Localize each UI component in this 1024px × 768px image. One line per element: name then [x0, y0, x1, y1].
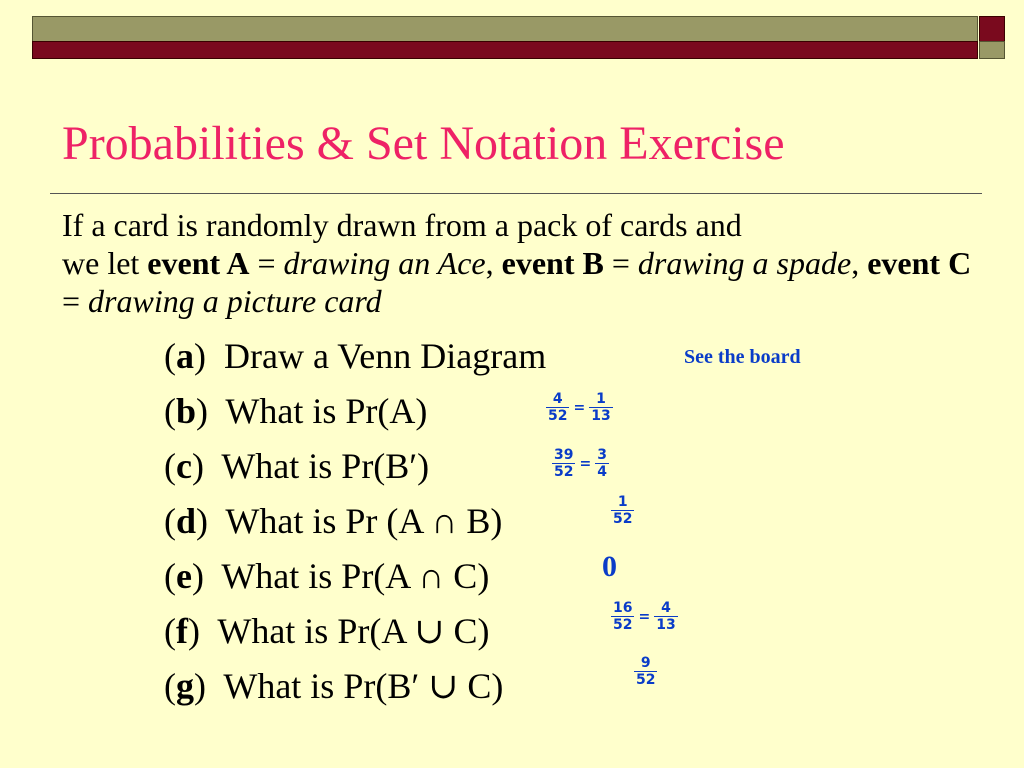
- answer-f: [611, 600, 678, 633]
- question-d: (d) What is Pr (A ∩ B): [164, 501, 503, 541]
- corner-block-olive: [979, 41, 1005, 59]
- denominator: 52: [613, 617, 633, 633]
- question-g: (g) What is Pr(B′ ∪ C): [164, 666, 504, 706]
- answer-b: [546, 391, 613, 424]
- question-text: What is Pr (A ∩ B): [225, 501, 503, 541]
- fraction: [546, 391, 569, 424]
- question-text: Draw a Venn Diagram: [224, 336, 547, 376]
- denominator: 13: [656, 617, 676, 633]
- question-f: (f) What is Pr(A ∪ C): [164, 611, 490, 651]
- equals-sign: =: [579, 455, 592, 472]
- denominator: 13: [591, 408, 611, 424]
- fraction: [654, 600, 677, 633]
- numerator: 4: [654, 600, 677, 617]
- question-c: (c) What is Pr(B′): [164, 446, 430, 486]
- answer-d: [611, 494, 634, 527]
- denominator: 52: [554, 464, 574, 480]
- answer-a: See the board: [684, 346, 801, 368]
- header-bar-olive: [32, 16, 978, 42]
- corner-block-maroon: [979, 16, 1005, 42]
- header-bar-maroon: [32, 41, 978, 59]
- question-text: What is Pr(A ∪ C): [217, 611, 490, 651]
- event-b-desc: drawing a spade: [637, 245, 852, 281]
- question-letter: f: [176, 611, 188, 651]
- denominator: 52: [613, 511, 633, 527]
- numerator: 16: [613, 600, 633, 616]
- numerator: 3: [597, 447, 607, 463]
- question-letter: d: [176, 501, 197, 541]
- question-letter: c: [176, 446, 192, 486]
- comma: ,: [485, 245, 502, 281]
- denominator: 52: [636, 672, 656, 688]
- equals-sign: =: [573, 399, 586, 416]
- denominator: 52: [548, 408, 568, 424]
- numerator: 1: [589, 391, 612, 408]
- numerator: 4: [546, 391, 569, 408]
- answer-c: [552, 447, 609, 480]
- answer-g: [634, 655, 657, 688]
- fraction: [611, 494, 634, 527]
- fraction: [595, 447, 609, 480]
- denominator: 4: [597, 464, 607, 480]
- question-letter: e: [176, 556, 192, 596]
- fraction: [552, 447, 575, 480]
- title-divider: [50, 193, 982, 194]
- event-a-label: event A: [147, 245, 250, 281]
- event-c-desc: drawing a picture card: [88, 283, 382, 319]
- question-text: What is Pr(B′ ∪ C): [223, 666, 504, 706]
- event-a-desc: drawing an Ace: [283, 245, 486, 281]
- numerator: 39: [554, 447, 574, 463]
- comma: ,: [851, 245, 868, 281]
- event-b-label: event B: [501, 245, 604, 281]
- intro-paragraph: [62, 206, 972, 320]
- numerator: 9: [634, 655, 657, 672]
- question-e: (e) What is Pr(A ∩ C): [164, 556, 490, 596]
- slide-title: Probabilities & Set Notation Exercise: [62, 117, 785, 170]
- fraction: [611, 600, 634, 633]
- intro-line1: If a card is randomly drawn from a pack of cards and: [62, 207, 742, 243]
- question-a: (a) Draw a Venn Diagram: [164, 336, 547, 376]
- answer-e: 0: [602, 550, 617, 583]
- question-letter: b: [176, 391, 197, 431]
- eq-sign: =: [62, 283, 89, 319]
- equals-sign: =: [638, 608, 651, 625]
- event-c-label: event C: [867, 245, 972, 281]
- intro-we-let: we let: [62, 245, 148, 281]
- question-text: What is Pr(B′): [221, 446, 430, 486]
- question-letter: a: [176, 336, 194, 376]
- question-b: (b) What is Pr(A): [164, 391, 428, 431]
- question-letter: g: [176, 666, 194, 706]
- question-text: What is Pr(A ∩ C): [221, 556, 490, 596]
- eq-sign: =: [603, 245, 638, 281]
- fraction: [634, 655, 657, 688]
- numerator: 1: [611, 494, 634, 511]
- question-text: What is Pr(A): [225, 391, 428, 431]
- fraction: [589, 391, 612, 424]
- eq-sign: =: [249, 245, 284, 281]
